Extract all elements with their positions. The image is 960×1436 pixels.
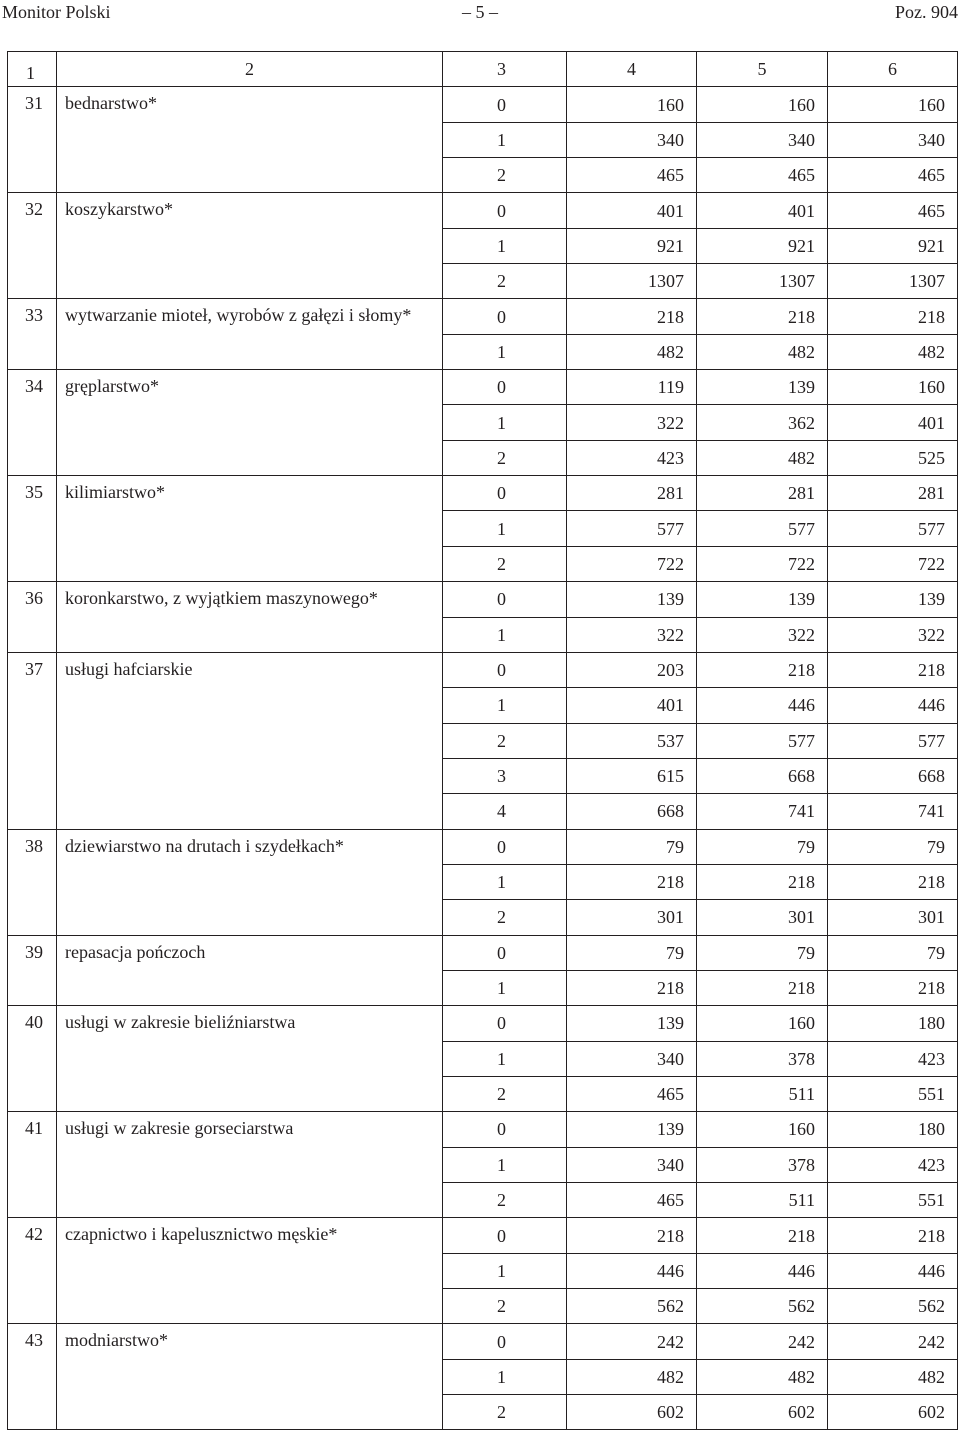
amount-cell: 465 — [567, 1183, 697, 1218]
level-cell: 0 — [443, 582, 567, 617]
table-row — [8, 582, 958, 617]
amount-cell: 401 — [567, 688, 697, 723]
level-cell: 0 — [443, 476, 567, 511]
level-cell: 2 — [443, 546, 567, 581]
amount-cell: 139 — [567, 1006, 697, 1041]
level-cell: 1 — [443, 334, 567, 369]
amount-cell: 242 — [697, 1324, 828, 1359]
level-cell: 0 — [443, 1112, 567, 1147]
amount-cell: 446 — [697, 1253, 828, 1288]
amount-cell: 301 — [697, 900, 828, 935]
item-number: 36 — [8, 582, 57, 653]
amount-cell: 218 — [828, 970, 958, 1005]
amount-cell: 180 — [828, 1112, 958, 1147]
amount-cell: 741 — [697, 794, 828, 829]
amount-cell: 741 — [828, 794, 958, 829]
amount-cell: 482 — [828, 334, 958, 369]
level-cell: 1 — [443, 1147, 567, 1182]
item-number: 35 — [8, 476, 57, 582]
amount-cell: 722 — [567, 546, 697, 581]
publication-title: Monitor Polski — [2, 2, 111, 22]
amount-cell: 465 — [828, 158, 958, 193]
amount-cell: 119 — [567, 370, 697, 405]
amount-cell: 340 — [567, 122, 697, 157]
item-name: bednarstwo* — [57, 87, 443, 193]
amount-cell: 577 — [567, 511, 697, 546]
level-cell: 0 — [443, 652, 567, 687]
column-number: 2 — [57, 52, 443, 87]
amount-cell: 577 — [697, 511, 828, 546]
amount-cell: 921 — [567, 228, 697, 263]
amount-cell: 1307 — [567, 264, 697, 299]
column-number-row — [8, 52, 958, 87]
amount-cell: 921 — [828, 228, 958, 263]
level-cell: 0 — [443, 87, 567, 122]
table-row — [8, 299, 958, 334]
amount-cell: 446 — [567, 1253, 697, 1288]
level-cell: 4 — [443, 794, 567, 829]
amount-cell: 482 — [567, 334, 697, 369]
amount-cell: 401 — [828, 405, 958, 440]
level-cell: 1 — [443, 864, 567, 899]
amount-cell: 160 — [567, 87, 697, 122]
amount-cell: 203 — [567, 652, 697, 687]
amount-cell: 602 — [828, 1395, 958, 1430]
amount-cell: 218 — [697, 652, 828, 687]
amount-cell: 537 — [567, 723, 697, 758]
level-cell: 2 — [443, 158, 567, 193]
amount-cell: 79 — [828, 829, 958, 864]
amount-cell: 340 — [567, 1147, 697, 1182]
level-cell: 0 — [443, 935, 567, 970]
level-cell: 1 — [443, 970, 567, 1005]
item-number: 38 — [8, 829, 57, 935]
amount-cell: 160 — [697, 1006, 828, 1041]
page-header — [0, 0, 960, 24]
level-cell: 0 — [443, 1006, 567, 1041]
amount-cell: 79 — [697, 935, 828, 970]
amount-cell: 401 — [697, 193, 828, 228]
amount-cell: 322 — [567, 617, 697, 652]
rates-table — [7, 51, 958, 1430]
item-name: usługi w zakresie gorseciarstwa — [57, 1112, 443, 1218]
level-cell: 0 — [443, 193, 567, 228]
amount-cell: 577 — [697, 723, 828, 758]
item-number: 42 — [8, 1218, 57, 1324]
item-name: czapnictwo i kapelusznictwo męskie* — [57, 1218, 443, 1324]
level-cell: 1 — [443, 1359, 567, 1394]
amount-cell: 482 — [828, 1359, 958, 1394]
position-number: Poz. 904 — [895, 2, 958, 22]
column-number: 3 — [443, 52, 567, 87]
item-name: wytwarzanie mioteł, wyrobów z gałęzi i słomy* — [57, 299, 443, 370]
amount-cell: 562 — [567, 1289, 697, 1324]
level-cell: 3 — [443, 758, 567, 793]
column-number: 4 — [567, 52, 697, 87]
amount-cell: 482 — [697, 1359, 828, 1394]
table-row — [8, 1218, 958, 1253]
item-number: 40 — [8, 1006, 57, 1112]
amount-cell: 160 — [828, 370, 958, 405]
amount-cell: 301 — [828, 900, 958, 935]
item-name: usługi hafciarskie — [57, 652, 443, 829]
amount-cell: 362 — [697, 405, 828, 440]
amount-cell: 340 — [567, 1041, 697, 1076]
amount-cell: 562 — [697, 1289, 828, 1324]
amount-cell: 482 — [697, 440, 828, 475]
level-cell: 0 — [443, 299, 567, 334]
amount-cell: 340 — [828, 122, 958, 157]
table-row — [8, 829, 958, 864]
amount-cell: 242 — [828, 1324, 958, 1359]
rates-table-body — [8, 52, 958, 1430]
amount-cell: 615 — [567, 758, 697, 793]
level-cell: 2 — [443, 1395, 567, 1430]
table-row — [8, 87, 958, 122]
level-cell: 2 — [443, 440, 567, 475]
table-row — [8, 1324, 958, 1359]
amount-cell: 160 — [697, 1112, 828, 1147]
amount-cell: 218 — [697, 1218, 828, 1253]
level-cell: 1 — [443, 1253, 567, 1288]
amount-cell: 423 — [828, 1041, 958, 1076]
amount-cell: 340 — [697, 122, 828, 157]
amount-cell: 218 — [567, 864, 697, 899]
amount-cell: 322 — [697, 617, 828, 652]
item-name: dziewiarstwo na drutach i szydełkach* — [57, 829, 443, 935]
amount-cell: 668 — [828, 758, 958, 793]
amount-cell: 281 — [697, 476, 828, 511]
amount-cell: 602 — [697, 1395, 828, 1430]
amount-cell: 218 — [697, 970, 828, 1005]
level-cell: 1 — [443, 405, 567, 440]
item-name: koronkarstwo, z wyjątkiem maszynowego* — [57, 582, 443, 653]
item-number: 31 — [8, 87, 57, 193]
item-number: 33 — [8, 299, 57, 370]
table-row — [8, 935, 958, 970]
item-name: modniarstwo* — [57, 1324, 443, 1430]
item-name: usługi w zakresie bieliźniarstwa — [57, 1006, 443, 1112]
amount-cell: 465 — [567, 158, 697, 193]
amount-cell: 322 — [828, 617, 958, 652]
amount-cell: 79 — [567, 935, 697, 970]
amount-cell: 301 — [567, 900, 697, 935]
amount-cell: 1307 — [828, 264, 958, 299]
table-row — [8, 370, 958, 405]
amount-cell: 218 — [828, 652, 958, 687]
amount-cell: 511 — [697, 1076, 828, 1111]
level-cell: 2 — [443, 900, 567, 935]
item-name: repasacja pończoch — [57, 935, 443, 1006]
amount-cell: 218 — [828, 1218, 958, 1253]
amount-cell: 139 — [697, 370, 828, 405]
amount-cell: 921 — [697, 228, 828, 263]
amount-cell: 423 — [567, 440, 697, 475]
item-number: 43 — [8, 1324, 57, 1430]
page-number: – 5 – — [462, 2, 498, 22]
amount-cell: 562 — [828, 1289, 958, 1324]
level-cell: 2 — [443, 264, 567, 299]
amount-cell: 482 — [697, 334, 828, 369]
amount-cell: 218 — [567, 299, 697, 334]
amount-cell: 281 — [567, 476, 697, 511]
table-row — [8, 652, 958, 687]
amount-cell: 423 — [828, 1147, 958, 1182]
amount-cell: 218 — [828, 864, 958, 899]
level-cell: 0 — [443, 1324, 567, 1359]
amount-cell: 577 — [828, 723, 958, 758]
item-number: 41 — [8, 1112, 57, 1218]
level-cell: 0 — [443, 1218, 567, 1253]
amount-cell: 79 — [567, 829, 697, 864]
level-cell: 2 — [443, 1183, 567, 1218]
amount-cell: 482 — [567, 1359, 697, 1394]
level-cell: 1 — [443, 122, 567, 157]
table-row — [8, 1112, 958, 1147]
item-name: kilimiarstwo* — [57, 476, 443, 582]
amount-cell: 139 — [567, 1112, 697, 1147]
level-cell: 2 — [443, 1076, 567, 1111]
amount-cell: 378 — [697, 1147, 828, 1182]
item-number: 37 — [8, 652, 57, 829]
level-cell: 0 — [443, 829, 567, 864]
amount-cell: 525 — [828, 440, 958, 475]
amount-cell: 446 — [828, 688, 958, 723]
amount-cell: 160 — [828, 87, 958, 122]
amount-cell: 281 — [828, 476, 958, 511]
amount-cell: 180 — [828, 1006, 958, 1041]
amount-cell: 668 — [567, 794, 697, 829]
amount-cell: 446 — [697, 688, 828, 723]
amount-cell: 577 — [828, 511, 958, 546]
level-cell: 1 — [443, 688, 567, 723]
level-cell: 0 — [443, 370, 567, 405]
item-number: 39 — [8, 935, 57, 1006]
amount-cell: 1307 — [697, 264, 828, 299]
amount-cell: 668 — [697, 758, 828, 793]
item-name: koszykarstwo* — [57, 193, 443, 299]
amount-cell: 446 — [828, 1253, 958, 1288]
amount-cell: 218 — [697, 864, 828, 899]
amount-cell: 465 — [567, 1076, 697, 1111]
item-number: 34 — [8, 370, 57, 476]
amount-cell: 160 — [697, 87, 828, 122]
amount-cell: 139 — [828, 582, 958, 617]
amount-cell: 511 — [697, 1183, 828, 1218]
amount-cell: 218 — [567, 970, 697, 1005]
amount-cell: 139 — [567, 582, 697, 617]
item-number: 32 — [8, 193, 57, 299]
amount-cell: 551 — [828, 1076, 958, 1111]
column-number: 1 — [8, 52, 57, 87]
amount-cell: 242 — [567, 1324, 697, 1359]
amount-cell: 465 — [828, 193, 958, 228]
amount-cell: 322 — [567, 405, 697, 440]
level-cell: 1 — [443, 228, 567, 263]
amount-cell: 401 — [567, 193, 697, 228]
level-cell: 2 — [443, 723, 567, 758]
amount-cell: 218 — [828, 299, 958, 334]
item-name: gręplarstwo* — [57, 370, 443, 476]
column-number: 5 — [697, 52, 828, 87]
level-cell: 2 — [443, 1289, 567, 1324]
amount-cell: 722 — [697, 546, 828, 581]
table-row — [8, 1006, 958, 1041]
table-row — [8, 476, 958, 511]
level-cell: 1 — [443, 511, 567, 546]
amount-cell: 722 — [828, 546, 958, 581]
amount-cell: 378 — [697, 1041, 828, 1076]
amount-cell: 139 — [697, 582, 828, 617]
table-row — [8, 193, 958, 228]
amount-cell: 218 — [697, 299, 828, 334]
amount-cell: 551 — [828, 1183, 958, 1218]
amount-cell: 218 — [567, 1218, 697, 1253]
level-cell: 1 — [443, 617, 567, 652]
amount-cell: 602 — [567, 1395, 697, 1430]
amount-cell: 465 — [697, 158, 828, 193]
amount-cell: 79 — [828, 935, 958, 970]
column-number: 6 — [828, 52, 958, 87]
amount-cell: 79 — [697, 829, 828, 864]
level-cell: 1 — [443, 1041, 567, 1076]
